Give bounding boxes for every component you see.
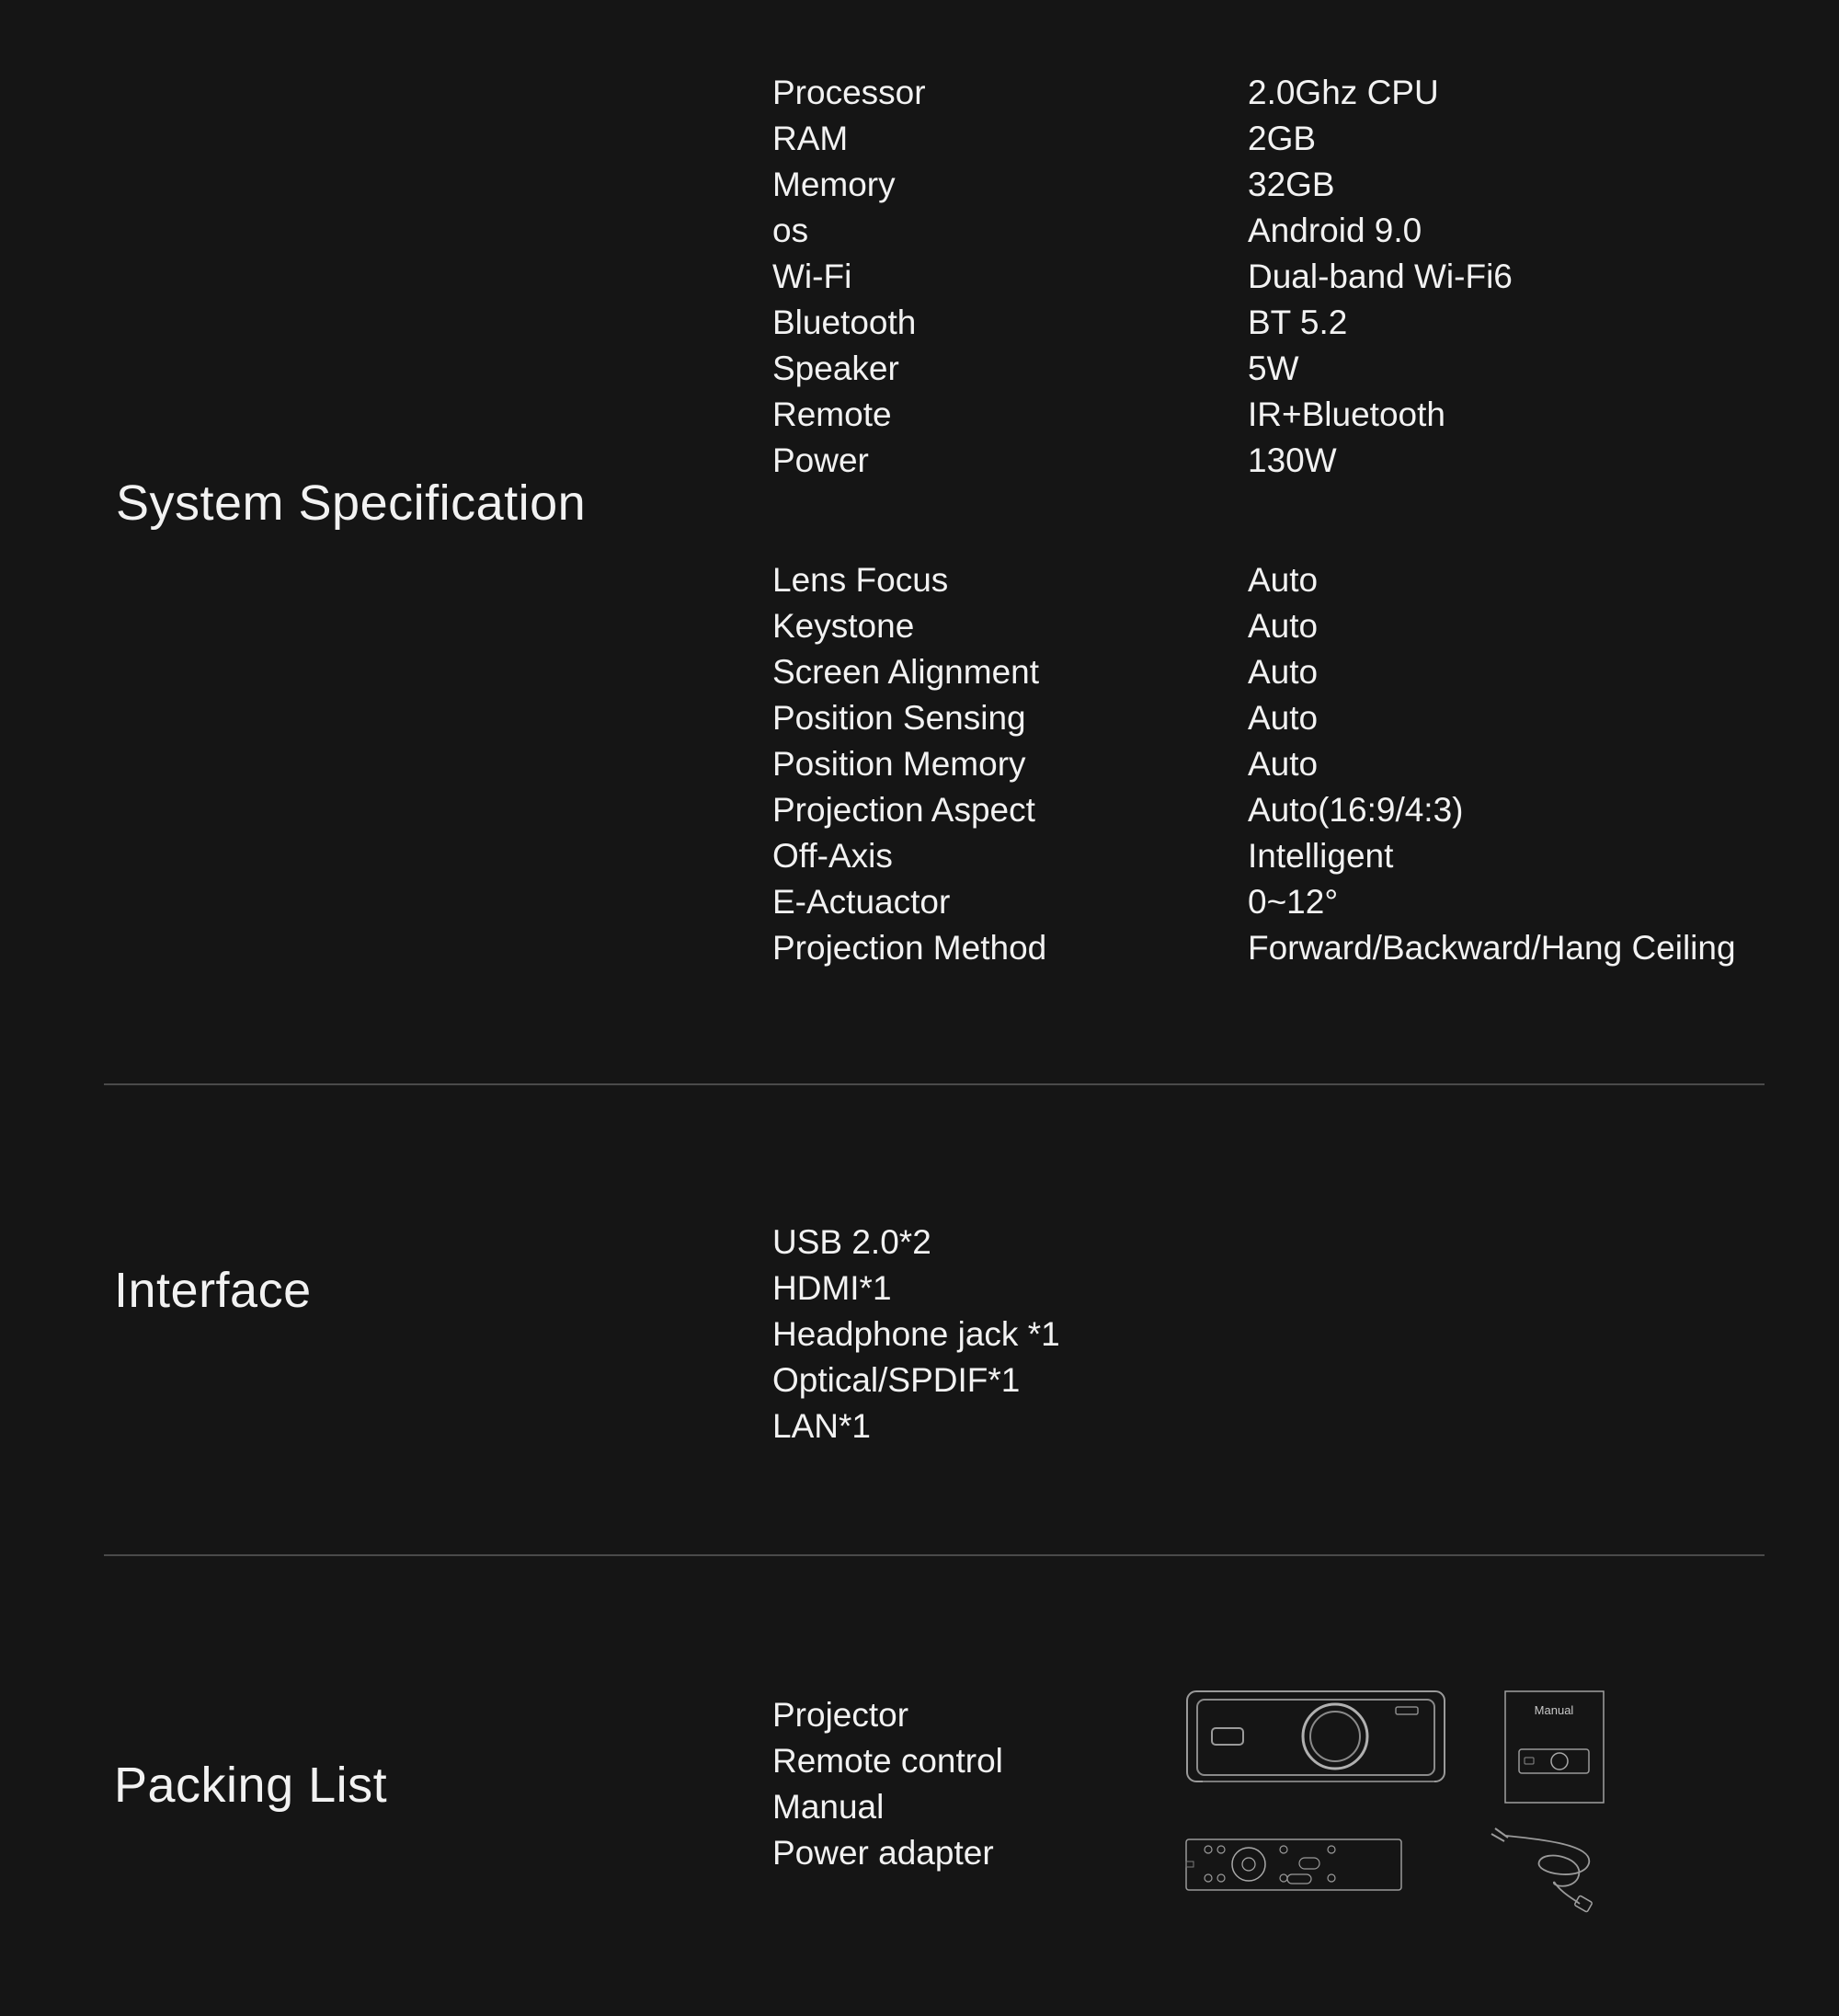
packing-list: [772, 1692, 1003, 1876]
spec-label: Remote: [772, 395, 892, 433]
spec-value: 0~12°: [1248, 883, 1339, 921]
interface-item: HDMI*1: [772, 1269, 892, 1307]
spec-label: RAM: [772, 120, 849, 157]
manual-cover-label: Manual: [1534, 1703, 1574, 1717]
spec-label: Wi-Fi: [772, 258, 852, 295]
spec-label: Position Sensing: [772, 699, 1026, 737]
spec-value: IR+Bluetooth: [1248, 395, 1445, 433]
interface-item: LAN*1: [772, 1407, 871, 1445]
packing-item: Manual: [772, 1788, 885, 1826]
interface-title: Interface: [114, 1263, 312, 1318]
packing-list-title: Packing List: [114, 1758, 388, 1813]
spec-value: Dual-band Wi-Fi6: [1248, 258, 1513, 295]
spec-value: Auto: [1248, 561, 1319, 599]
section-divider: [104, 1554, 1765, 1556]
spec-value: 32GB: [1248, 166, 1335, 203]
interface-item: USB 2.0*2: [772, 1223, 931, 1261]
spec-label: Keystone: [772, 607, 915, 645]
spec-label: Bluetooth: [772, 304, 917, 341]
spec-label: Off-Axis: [772, 837, 893, 875]
interface-item: Optical/SPDIF*1: [772, 1361, 1021, 1399]
section-divider: [104, 1083, 1765, 1085]
remote-control-icon: [1184, 1838, 1405, 1897]
spec-value: 130W: [1248, 441, 1337, 479]
spec-value: Intelligent: [1248, 837, 1394, 875]
spec-value: BT 5.2: [1248, 304, 1348, 341]
spec-value: Forward/Backward/Hang Ceiling: [1248, 929, 1736, 967]
spec-value: Android 9.0: [1248, 212, 1422, 249]
spec-label: E-Actuactor: [772, 883, 951, 921]
spec-label: Processor: [772, 74, 926, 111]
spec-label: Screen Alignment: [772, 653, 1040, 691]
spec-value: 5W: [1248, 349, 1299, 387]
system-specification-title: System Specification: [116, 475, 587, 531]
spec-label: os: [772, 212, 809, 249]
manual-icon: [1504, 1690, 1605, 1804]
spec-value: Auto: [1248, 699, 1319, 737]
spec-label: Lens Focus: [772, 561, 949, 599]
packing-item: Projector: [772, 1696, 909, 1734]
spec-value: 2.0Ghz CPU: [1248, 74, 1439, 111]
packing-item: Remote control: [772, 1742, 1003, 1780]
spec-label: Memory: [772, 166, 896, 203]
projector-icon: [1184, 1689, 1451, 1794]
spec-label: Projection Aspect: [772, 791, 1035, 829]
interface-item: Headphone jack *1: [772, 1315, 1060, 1353]
spec-label: Power: [772, 441, 869, 479]
spec-value: Auto: [1248, 607, 1319, 645]
spec-value: Auto: [1248, 653, 1319, 691]
spec-label: Position Memory: [772, 745, 1026, 783]
spec-value: Auto(16:9/4:3): [1248, 791, 1464, 829]
packing-item: Power adapter: [772, 1834, 994, 1872]
power-adapter-icon: [1488, 1821, 1598, 1918]
spec-label: Projection Method: [772, 929, 1047, 967]
spec-value: 2GB: [1248, 120, 1317, 157]
spec-value: Auto: [1248, 745, 1319, 783]
interface-list: [772, 1220, 1060, 1449]
spec-label: Speaker: [772, 349, 899, 387]
